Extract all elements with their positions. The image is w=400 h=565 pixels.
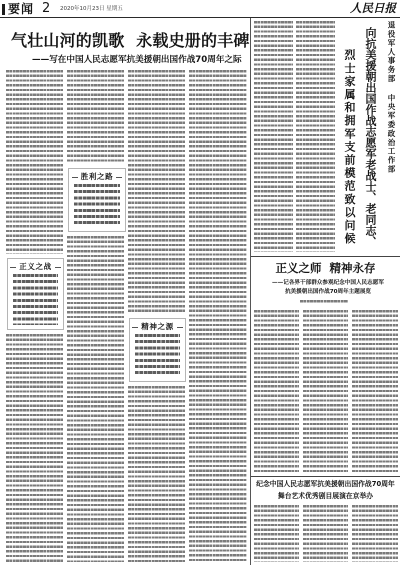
sidebar-quote-text	[135, 334, 180, 377]
article-body-text	[128, 386, 185, 562]
sidebar-box-label	[130, 322, 185, 332]
byline	[300, 300, 348, 303]
article-body-text	[6, 334, 63, 562]
masthead-logo: 人民日报	[350, 1, 396, 15]
performance-headline-line-1: 纪念中国人民志愿军抗美援朝出国作战70周年	[256, 480, 395, 488]
article-body-text	[303, 310, 348, 472]
performance-headline-line-2: 舞台艺术优秀剧目展演在京举办	[277, 492, 374, 500]
article-body-text	[352, 505, 398, 562]
exhibition-subtitle-line-2: 抗美援朝出国作战70周年主题展览	[284, 289, 372, 295]
sidebar-box-label-text: 精神之源	[141, 322, 174, 331]
main-subtitle: ——写在中国人民志愿军抗美援朝出国作战70周年之际	[32, 55, 242, 65]
issue-date: 2020年10月23日 星期五	[60, 6, 123, 12]
exhibition-headline: 正义之师 精神永存	[275, 261, 376, 275]
greeting-headline-line-2: 烈士家属和拥军支前模范致以问候	[343, 49, 356, 246]
article-body-text	[128, 70, 185, 314]
sidebar-box-just-war	[7, 258, 64, 330]
page-number: 2	[42, 1, 51, 16]
sidebar-box-label	[8, 262, 63, 272]
article-body-text	[352, 310, 398, 472]
sidebar-box-spirit-source	[129, 318, 186, 382]
article-body-text	[189, 70, 247, 562]
sidebar-box-victory-road	[68, 168, 126, 232]
article-body-text	[6, 70, 63, 254]
article-body-text	[254, 505, 299, 562]
article-body-text	[67, 70, 124, 164]
header-rule	[0, 17, 400, 18]
section-name: 要闻	[8, 2, 35, 16]
greeting-headline-line-1: 向抗美援朝出国作战志愿军老战士、老同志、	[364, 27, 377, 247]
sidebar-quote-text	[74, 184, 120, 227]
article-body-text	[254, 21, 293, 252]
main-headline: 气壮山河的凯歌 永载史册的丰碑	[11, 31, 250, 50]
sidebar-quote-text	[13, 274, 58, 325]
article-divider	[251, 256, 400, 257]
sidebar-box-label-text: 正义之战	[19, 262, 52, 271]
section-marker-bar	[2, 4, 5, 15]
exhibition-subtitle-line-1: ——记各界干部群众参观纪念中国人民志愿军	[272, 280, 384, 286]
article-divider	[251, 476, 400, 477]
article-body-text	[254, 310, 299, 472]
greeting-issuers: 退役军人事务部 中央军委政治工作部	[387, 21, 396, 174]
sidebar-box-label-text: 胜利之路	[80, 172, 114, 181]
article-body-text	[67, 236, 124, 562]
article-body-text	[303, 505, 348, 562]
sidebar-box-label	[69, 172, 125, 182]
article-body-text	[296, 21, 335, 252]
